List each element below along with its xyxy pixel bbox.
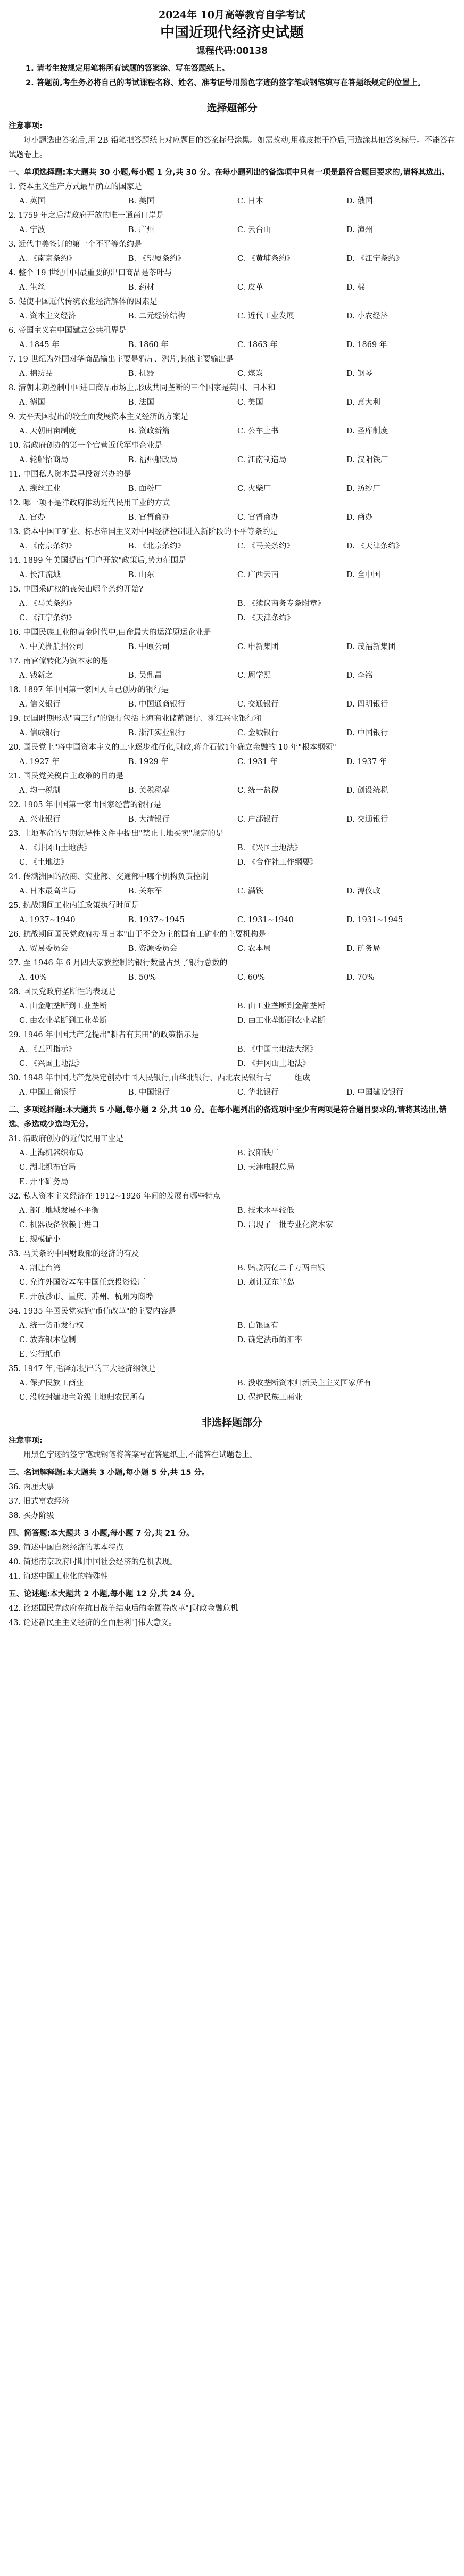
options [9, 884, 455, 899]
exam-header [9, 7, 455, 59]
option: A. 割让台湾 [19, 1264, 61, 1273]
section-head: 四、简答题:本大题共 3 小题,每小题 7 分,共 21 分。 [9, 1529, 194, 1538]
option: A. 由金融垄断到工业垄断 [19, 1002, 107, 1011]
question [9, 266, 455, 295]
option: D. 70% [346, 973, 375, 982]
question [9, 1305, 455, 1362]
options [9, 1261, 455, 1305]
question [9, 237, 455, 266]
question-stem: 21. 国民党关税自主政策的目的是 [9, 772, 124, 781]
option: B. 《中国土地法大纲》 [237, 1045, 318, 1054]
option: A. 缫丝工业 [19, 485, 61, 493]
option: C. 煤炭 [237, 370, 263, 378]
option: D. 中国建设银行 [346, 1088, 404, 1097]
option: A. 1845 年 [19, 341, 60, 349]
options [9, 367, 455, 381]
question [9, 1132, 455, 1189]
options [9, 338, 455, 352]
option: A. 中美洲航招公司 [19, 643, 84, 651]
options [9, 1043, 455, 1071]
option: A. 《五四指示》 [19, 1045, 76, 1054]
option: B. 吴鼎昌 [128, 671, 162, 680]
options [9, 424, 455, 439]
option: C. 1863 年 [237, 341, 278, 349]
question-stem: 1. 资本主义生产方式最早确立的国家是 [9, 183, 142, 191]
part1-attention-text: 每小题选出答案后,用 2B 铅笔把答题纸上对应题目的答案标号涂黑。如需改动,用橡皮擦干净后,再选涂其他答案标号。不能答在试题卷上。 [9, 136, 455, 159]
question-stem: 8. 清朝末期控制中国进口商品市场上,形成共同垄断的三个国家是英国、日本和 [9, 384, 276, 392]
question [9, 583, 455, 626]
option: C. 官督商办 [237, 513, 279, 522]
option: B. 关税税率 [128, 786, 170, 795]
question-item: 42. 论述国民党政府在抗日战争结束后的金圆券改革"]财政金融危机 [9, 1604, 238, 1613]
option: A. 1937~1940 [19, 916, 76, 924]
option: B. 《续议商务专条附章》 [237, 600, 325, 608]
question-item: 38. 买办阶级 [9, 1512, 54, 1520]
options [9, 1319, 455, 1362]
question [9, 525, 455, 554]
part2-attention-label: 注意事项: [9, 1437, 43, 1445]
option: B. 二元经济结构 [128, 312, 185, 321]
options [9, 511, 455, 525]
option: C. 周学熙 [237, 671, 271, 680]
option: A. 《马关条约》 [19, 600, 76, 608]
question-stem: 27. 至 1946 年 6 月四大家族控制的银行数量占到了银行总数的 [9, 959, 228, 967]
question-item: 36. 两厘大票 [9, 1483, 54, 1491]
question [9, 324, 455, 352]
option: A. 《南京条约》 [19, 542, 76, 551]
question [9, 1071, 455, 1100]
part2-sections [9, 1466, 455, 1630]
option: D. 创设统税 [346, 786, 388, 795]
option: A. 上海机器织布局 [19, 1149, 84, 1158]
option: D. 纺纱厂 [346, 485, 380, 493]
course-code: 课程代码:00138 [196, 46, 268, 56]
option: A. 生丝 [19, 283, 45, 292]
question-stem: 35. 1947 年,毛泽东提出的三大经济纲领是 [9, 1365, 156, 1373]
option: C. 《马关条约》 [237, 542, 294, 551]
options [9, 1376, 455, 1405]
option: C. 江南制造局 [237, 456, 287, 464]
section-head: 五、论述题:本大题共 2 小题,每小题 12 分,共 24 分。 [9, 1590, 200, 1598]
part1-attention-label: 注意事项: [9, 122, 43, 130]
question-stem: 13. 资本中国工矿业、标志帝国主义对中国经济控制进入新阶段的不平等条约是 [9, 528, 278, 536]
question [9, 1028, 455, 1071]
option: D. 四明银行 [346, 700, 388, 709]
question-item: 41. 简述中国工业化的特殊性 [9, 1572, 109, 1581]
question-stem: 18. 1897 年中国第一家国人自己创办的银行是 [9, 686, 169, 694]
question-stem: 26. 抗战期间国民党政府办理日本"由于不会为主的国有工矿业的主要机构是 [9, 930, 266, 939]
option: E. 实行纸币 [19, 1350, 61, 1359]
question-stem: 11. 中国私人资本最早投资兴办的是 [9, 470, 131, 479]
question-stem: 20. 国民党上"将中国资本主义的工业逐步推行化,财政,蒋介石做1年确立金融的 10 年"根本纲领" [9, 743, 336, 752]
option: D. 汉阳铁厂 [346, 456, 388, 464]
option: C. 华北银行 [237, 1088, 279, 1097]
question [9, 683, 455, 712]
question [9, 899, 455, 928]
options [9, 1204, 455, 1247]
question [9, 410, 455, 439]
option: A. 统一货币发行权 [19, 1322, 84, 1330]
options [9, 841, 455, 870]
question [9, 654, 455, 683]
option: B. 中国通商银行 [128, 700, 185, 709]
option: A. 中国工商银行 [19, 1088, 76, 1097]
question-stem: 4. 整个 19 世纪中国最重要的出口商品是茶叶与 [9, 269, 172, 277]
question [9, 295, 455, 324]
option: B. 白银国有 [237, 1322, 279, 1330]
option: D. 出现了一批专业化资本家 [237, 1221, 333, 1229]
question [9, 712, 455, 741]
option: D. 棉 [346, 283, 365, 292]
option: A. 兴业银行 [19, 815, 61, 824]
option: C. 广西云南 [237, 571, 279, 579]
option: C. 《土地法》 [19, 858, 69, 867]
option: B. 由工业垄断到金融垄断 [237, 1002, 325, 1011]
option: A. 信成银行 [19, 729, 61, 737]
question-stem: 5. 促使中国近代传统农业经济解体的因素是 [9, 298, 158, 306]
question-stem: 24. 传满洲国的敌商、实业部、交通部中哪个机构负责控制 [9, 873, 209, 881]
option: D. 划让辽东半岛 [237, 1278, 295, 1287]
question-stem: 16. 中国民族工业的黄金时代中,由命最大的运洋原运企业是 [9, 628, 211, 637]
option: B. 大清银行 [128, 815, 170, 824]
question-stem: 10. 清政府创办的第一个官营近代军事企业是 [9, 441, 162, 450]
option: B. 资源委员会 [128, 945, 178, 953]
option: D. 漳州 [346, 226, 373, 234]
part1-title: 选择题部分 [206, 102, 258, 114]
question [9, 798, 455, 827]
question-stem: 22. 1905 年中国第一家由国家经营的银行是 [9, 801, 161, 809]
option: B. 没收垄断资本归新民主主义国家所有 [237, 1379, 371, 1388]
options [9, 784, 455, 798]
option: D. 《天津条约》 [237, 614, 295, 622]
question [9, 985, 455, 1028]
options [9, 223, 455, 237]
options [9, 971, 455, 985]
options [9, 640, 455, 654]
question-stem: 23. 土地革命的早期领导性文件中提出"禁止土地买卖"规定的是 [9, 830, 223, 838]
option: B. 广州 [128, 226, 154, 234]
question-stem: 30. 1948 年中国共产党决定创办中国人民银行,由华北银行、西北农民银行与______组成 [9, 1074, 310, 1082]
question-stem: 14. 1899 年美国提出"门户开放"政策后,势力范围是 [9, 556, 186, 565]
option: D. 小农经济 [346, 312, 388, 321]
option: A. 棉纺品 [19, 370, 53, 378]
option: D. 茂福新集团 [346, 643, 396, 651]
option: D. 《天津条约》 [346, 542, 404, 551]
question-stem: 7. 19 世纪为外国对华商品输出主要是鸦片、鸦片,其他主要输出是 [9, 355, 234, 364]
option: C. 放弃银本位制 [19, 1336, 76, 1344]
option: D. 《合作社工作纲要》 [237, 858, 318, 867]
option: D. 钢琴 [346, 370, 373, 378]
option: B. 汉阳铁厂 [237, 1149, 279, 1158]
option: B. 面粉厂 [128, 485, 162, 493]
question [9, 496, 455, 525]
option: D. 圣库制度 [346, 427, 388, 436]
option: B. 《兴国土地法》 [237, 844, 302, 852]
option: A. 40% [19, 973, 47, 982]
option: A. 1927 年 [19, 758, 60, 766]
option: B. 美国 [128, 197, 154, 206]
option: C. 机器设备依赖于进口 [19, 1221, 100, 1229]
question-stem: 15. 中国采矿权的丧失由哪个条约开始? [9, 585, 143, 594]
options [9, 999, 455, 1028]
option: A. 天朝田亩制度 [19, 427, 76, 436]
option: C. 允许外国资本在中国任意投资设厂 [19, 1278, 146, 1287]
option: A. 《南京条约》 [19, 255, 76, 263]
option: B. 1860 年 [128, 341, 169, 349]
option: B. 技术水平较低 [237, 1207, 294, 1215]
option: C. 1931~1940 [237, 916, 294, 924]
part2-title: 非选择题部分 [201, 1417, 262, 1429]
option: D. 商办 [346, 513, 373, 522]
question [9, 554, 455, 583]
option: D. 保护民族工商业 [237, 1393, 302, 1402]
options [9, 281, 455, 295]
option: C. 美国 [237, 398, 263, 407]
option: D. 交通银行 [346, 815, 388, 824]
option: C. 火柴厂 [237, 485, 271, 493]
options [9, 194, 455, 209]
option: A. 英国 [19, 197, 45, 206]
question-item: 39. 简述中国自然经济的基本特点 [9, 1544, 124, 1552]
question-item: 37. 旧式富农经济 [9, 1497, 70, 1506]
option: D. 1869 年 [346, 341, 387, 349]
options [9, 813, 455, 827]
question [9, 1362, 455, 1405]
question-stem: 12. 哪一项不是洋政府推动近代民用工业的方式 [9, 499, 170, 507]
options [9, 942, 455, 956]
option: C. 《江宁条约》 [19, 614, 76, 622]
question [9, 827, 455, 870]
option: C. 满铁 [237, 887, 263, 896]
option: C. 近代工业发展 [237, 312, 294, 321]
question-stem: 3. 近代中美签订的第一个不平等条约是 [9, 240, 142, 249]
question [9, 352, 455, 381]
option: B. 药材 [128, 283, 154, 292]
exam-session: 2024年 10月高等教育自学考试 [159, 9, 305, 21]
question [9, 870, 455, 899]
question [9, 769, 455, 798]
options [9, 539, 455, 554]
option: B. 关东军 [128, 887, 162, 896]
option: C. 公车上书 [237, 427, 279, 436]
section-head: 一、单项选择题:本大题共 30 小题,每小题 1 分,共 30 分。在每小题列出的备选项中只有一项是最符合题目要求的,请将其选出。 [9, 168, 450, 177]
option: C. 金城银行 [237, 729, 279, 737]
option: A. 德国 [19, 398, 45, 407]
option: A. 均一税制 [19, 786, 61, 795]
option: B. 山东 [128, 571, 154, 579]
options [9, 597, 455, 626]
question [9, 1189, 455, 1247]
option: C. 60% [237, 973, 266, 982]
option: D. 矿务局 [346, 945, 380, 953]
part1-sections [9, 166, 455, 1405]
question [9, 209, 455, 237]
question [9, 741, 455, 769]
option: B. 中原公司 [128, 643, 170, 651]
question [9, 439, 455, 467]
option: A. 日本最高当局 [19, 887, 76, 896]
option: A. 信义银行 [19, 700, 61, 709]
option: C. 湖北织布官局 [19, 1163, 76, 1172]
question-stem: 28. 国民党政府垄断性的表现是 [9, 988, 116, 996]
options [9, 698, 455, 712]
option: B. 1929 年 [128, 758, 169, 766]
option: C. 户部银行 [237, 815, 279, 824]
options [9, 669, 455, 683]
question [9, 956, 455, 985]
option: A. 资本主义经济 [19, 312, 76, 321]
option: B. 中国银行 [128, 1088, 170, 1097]
option: B. 福州船政局 [128, 456, 178, 464]
question-stem: 34. 1935 年国民党实施"币值改革"的主要内容是 [9, 1307, 176, 1316]
question [9, 381, 455, 410]
question-stem: 25. 抗战期间工业内迁政策执行时间是 [9, 901, 139, 910]
question-stem: 19. 民国时期形成"南三行"的银行包括上海商业储蓄银行、浙江兴业银行和 [9, 715, 262, 723]
option: D. 溥仪政 [346, 887, 380, 896]
option: B. 法国 [128, 398, 154, 407]
option: A. 轮船招商局 [19, 456, 69, 464]
option: A. 《井冈山土地法》 [19, 844, 92, 852]
option: B. 50% [128, 973, 156, 982]
question [9, 928, 455, 956]
options [9, 396, 455, 410]
options [9, 568, 455, 583]
option: B. 赔款两亿二千万两白银 [237, 1264, 325, 1273]
notice-1: 1. 请考生按规定用笔将所有试题的答案涂、写在答题纸上。 [26, 64, 230, 73]
option: B. 《北京条约》 [128, 542, 185, 551]
question [9, 467, 455, 496]
option: C. 没收封建地主阶级土地归农民所有 [19, 1393, 146, 1402]
question-stem: 31. 清政府创办的近代民用工业是 [9, 1135, 124, 1143]
option: C. 云台山 [237, 226, 271, 234]
option: C. 日本 [237, 197, 263, 206]
question-item: 43. 论述新民主主义经济的全面胜利"]伟大意义。 [9, 1619, 177, 1627]
option: D. 1931~1945 [346, 916, 403, 924]
options [9, 252, 455, 266]
options [9, 309, 455, 324]
option: D. 李铭 [346, 671, 373, 680]
option: B. 《望厦条约》 [128, 255, 185, 263]
option: C. 《兴国土地法》 [19, 1060, 84, 1068]
option: A. 钱新之 [19, 671, 53, 680]
option: A. 保护民族工商业 [19, 1379, 84, 1388]
option: D. 由工业垄断到农业垄断 [237, 1016, 326, 1025]
option: A. 官办 [19, 513, 45, 522]
option: B. 机器 [128, 370, 154, 378]
question-stem: 2. 1759 年之后清政府开放的唯一通商口岸是 [9, 211, 164, 220]
option: D. 《井冈山土地法》 [237, 1060, 310, 1068]
question-stem: 6. 帝国主义在中国建立公共租界是 [9, 326, 127, 335]
question [9, 626, 455, 654]
option: B. 官督商办 [128, 513, 170, 522]
option: C. 《黄埔条约》 [237, 255, 294, 263]
part2-attention-text: 用黑色字迹的签字笔或钢笔将答案写在答题纸上,不能答在试题卷上。 [23, 1451, 258, 1459]
option: E. 规模偏小 [19, 1235, 61, 1244]
option: D. 意大利 [346, 398, 380, 407]
options [9, 1086, 455, 1100]
option: B. 1937~1945 [128, 916, 185, 924]
notice-2: 2. 答题前,考生务必将自己的考试课程名称、姓名、准考证号用黑色字迹的签字笔或钢笔填写在答题纸规定的位置上。 [26, 79, 426, 87]
option: D. 1937 年 [346, 758, 387, 766]
option: D. 天津电报总局 [237, 1163, 295, 1172]
option: C. 由农业垄断到工业垄断 [19, 1016, 107, 1025]
option: C. 皮革 [237, 283, 263, 292]
section-head: 二、多项选择题:本大题共 5 小题,每小题 2 分,共 10 分。在每小题列出的备选项中至少有两项是符合题目要求的,请将其选出,错选、多选或少选均无分。 [9, 1106, 447, 1129]
option: B. 资政新篇 [128, 427, 170, 436]
options [9, 913, 455, 928]
question-stem: 33. 马关条约中国财政部的经济的有及 [9, 1250, 139, 1258]
question-stem: 29. 1946 年中国共产党提出"耕者有其田"的政策指示是 [9, 1031, 200, 1039]
option: A. 宁波 [19, 226, 45, 234]
option: D. 中国银行 [346, 729, 388, 737]
question [9, 1247, 455, 1305]
exam-title: 中国近现代经济史试题 [160, 24, 304, 41]
options [9, 1146, 455, 1189]
question [9, 180, 455, 209]
option: B. 浙江实业银行 [128, 729, 185, 737]
question-stem: 17. 南官僚转化为资本家的是 [9, 657, 109, 666]
option: C. 1931 年 [237, 758, 278, 766]
section-head: 三、名词解释题:本大题共 3 小题,每小题 5 分,共 15 分。 [9, 1469, 210, 1477]
option: C. 申新集团 [237, 643, 279, 651]
option: D. 俄国 [346, 197, 373, 206]
question-stem: 9. 太平天国提出的较全面发展资本主义经济的方案是 [9, 413, 188, 421]
option: D. 全中国 [346, 571, 380, 579]
options [9, 755, 455, 769]
option: A. 部门地域发展不平衡 [19, 1207, 100, 1215]
options [9, 453, 455, 467]
option: D. 确定法币的汇率 [237, 1336, 302, 1344]
option: D. 《江宁条约》 [346, 255, 404, 263]
question-stem: 32. 私人资本主义经济在 1912~1926 年间的发展有哪些特点 [9, 1192, 221, 1201]
options [9, 482, 455, 496]
option: C. 交通银行 [237, 700, 279, 709]
option: A. 长江流域 [19, 571, 61, 579]
options [9, 726, 455, 741]
option: C. 农本局 [237, 945, 271, 953]
option: C. 统一盐税 [237, 786, 279, 795]
option: E. 开放沙市、重庆、苏州、杭州为商埠 [19, 1293, 153, 1301]
option: E. 开平矿务局 [19, 1178, 69, 1186]
option: A. 贸易委员会 [19, 945, 69, 953]
question-item: 40. 简述南京政府时期中国社会经济的危机表现。 [9, 1558, 178, 1566]
